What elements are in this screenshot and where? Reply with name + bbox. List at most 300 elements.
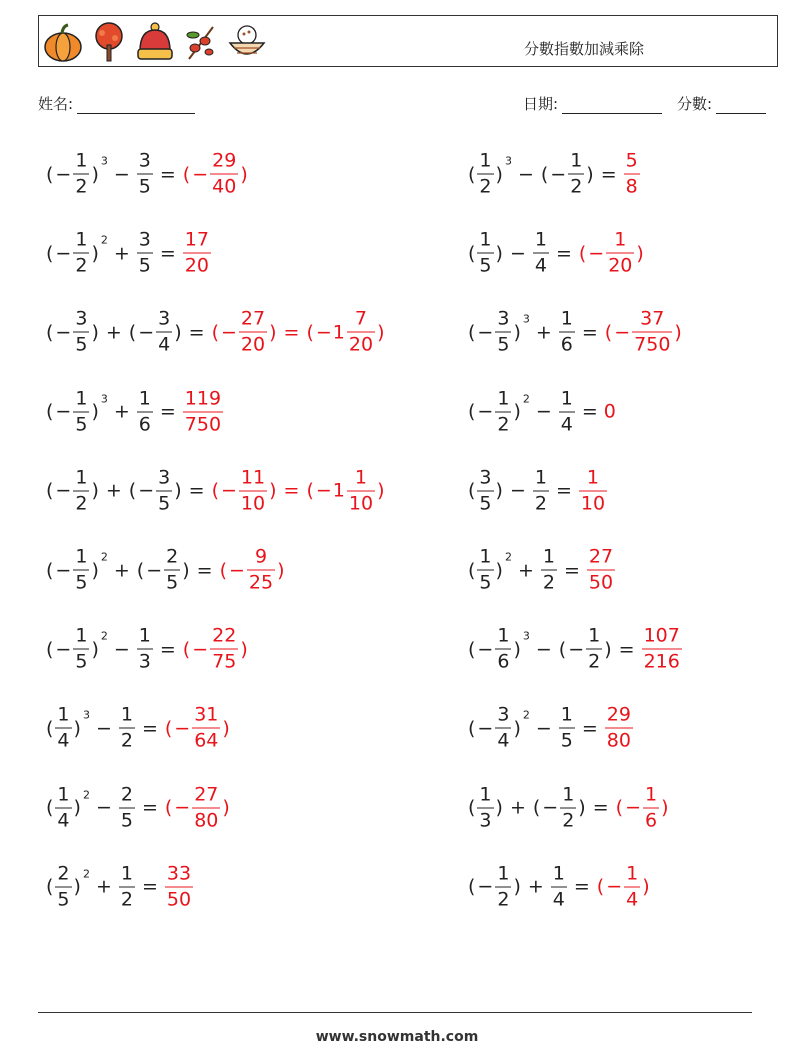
close-paren: ) (578, 796, 586, 819)
denominator: 2 (75, 175, 88, 198)
numerator: 1 (120, 703, 133, 726)
numerator: 119 (184, 387, 222, 410)
minus-sign: − (55, 638, 72, 661)
denominator: 5 (75, 333, 88, 356)
score-label: 分數: (677, 95, 713, 113)
numerator: 29 (212, 149, 237, 172)
fraction (119, 864, 135, 909)
open-paren: ( (128, 321, 137, 344)
score-blank[interactable] (716, 99, 766, 114)
fraction (551, 864, 567, 909)
denominator: 5 (138, 254, 151, 277)
denominator: 216 (643, 650, 680, 673)
pumpkin-icon (43, 21, 83, 63)
answer (164, 864, 194, 909)
close-paren: ) (182, 559, 190, 581)
operator: + (113, 242, 130, 265)
problem-item (467, 785, 670, 830)
close-paren: ) (495, 559, 503, 581)
close-paren: ) (674, 321, 682, 344)
numerator: 1 (75, 149, 88, 172)
close-paren: ) (495, 479, 503, 502)
denominator: 5 (479, 571, 492, 594)
exponent: 2 (522, 392, 530, 406)
denominator: 2 (542, 571, 555, 594)
numerator: 3 (158, 466, 171, 489)
minus-sign: − (477, 400, 494, 423)
denominator: 20 (608, 254, 633, 277)
denominator: 10 (348, 492, 374, 515)
denominator: 4 (534, 254, 547, 277)
denominator: 2 (497, 888, 510, 911)
close-paren: ) (277, 559, 285, 581)
numerator: 1 (75, 545, 88, 568)
fraction (137, 389, 153, 434)
answer (623, 149, 641, 198)
numerator: 2 (166, 545, 179, 568)
open-paren: ( (46, 242, 54, 265)
equals-sign: = (563, 559, 580, 581)
numerator: 27 (194, 783, 219, 806)
numerator: 2 (57, 862, 70, 885)
problem-item (45, 624, 249, 673)
fraction (55, 864, 71, 909)
close-paren: ) (586, 163, 594, 185)
close-paren: ) (174, 479, 182, 502)
fraction (495, 703, 511, 752)
denominator: 750 (634, 333, 671, 356)
open-paren: ( (46, 559, 54, 581)
fraction (239, 307, 267, 356)
denominator: 6 (560, 333, 573, 356)
denominator: 5 (75, 413, 88, 436)
operator: + (517, 559, 534, 581)
numerator: 1 (479, 545, 492, 568)
problem-item (467, 703, 634, 752)
answer (596, 864, 651, 909)
close-paren: ) (269, 321, 277, 344)
equals-sign: = (159, 638, 176, 661)
exponent: 2 (100, 629, 108, 643)
equals-sign: = (283, 479, 300, 502)
numerator: 1 (614, 228, 627, 251)
numerator: 1 (497, 862, 510, 885)
operator: + (95, 875, 112, 898)
denominator: 50 (588, 571, 614, 594)
operator: − (95, 717, 112, 740)
answer (578, 468, 608, 513)
numerator: 1 (57, 783, 70, 806)
minus-sign: − (220, 479, 237, 502)
fraction (156, 468, 172, 513)
fraction (643, 785, 659, 830)
close-paren: ) (661, 796, 669, 819)
denominator: 2 (120, 729, 133, 752)
numerator: 9 (254, 545, 268, 568)
open-paren: ( (136, 559, 145, 581)
numerator: 1 (586, 466, 600, 489)
denominator: 20 (240, 333, 266, 356)
problem-item (467, 149, 641, 198)
numerator: 3 (138, 228, 151, 251)
numerator: 1 (479, 783, 492, 806)
answer (586, 545, 616, 594)
fraction (477, 228, 493, 277)
close-paren: ) (604, 638, 612, 661)
name-blank[interactable] (77, 99, 195, 114)
problem-item (467, 468, 608, 513)
answer (182, 624, 249, 673)
numerator: 107 (643, 624, 680, 647)
bowl-icon (227, 21, 267, 63)
exponent: 3 (82, 708, 90, 722)
denominator: 20 (348, 333, 374, 356)
operator: − (535, 717, 552, 740)
operator: + (113, 559, 130, 581)
operator: + (105, 479, 122, 502)
numerator: 5 (625, 149, 638, 172)
denominator: 4 (57, 729, 70, 752)
numerator: 3 (75, 307, 88, 330)
numerator: 3 (497, 703, 510, 726)
close-paren: ) (91, 163, 99, 185)
denominator: 5 (138, 175, 151, 198)
fraction (73, 545, 89, 594)
denominator: 20 (184, 254, 209, 277)
numerator: 1 (644, 783, 658, 806)
open-paren: ( (182, 163, 191, 185)
fraction (73, 389, 89, 434)
date-label: 日期: (523, 95, 559, 113)
denominator: 2 (479, 175, 492, 198)
denominator: 5 (158, 492, 171, 515)
open-paren: ( (578, 242, 587, 265)
numerator: 3 (479, 466, 492, 489)
minus-sign: − (228, 559, 245, 581)
problem-item (467, 389, 616, 434)
open-paren: ( (468, 479, 476, 502)
operator: + (105, 321, 122, 344)
denominator: 4 (626, 888, 639, 911)
close-paren: ) (377, 479, 385, 502)
fraction (183, 389, 223, 434)
numerator: 1 (75, 228, 88, 251)
fraction (477, 149, 493, 198)
fraction (477, 545, 493, 594)
numerator: 1 (75, 387, 88, 410)
close-paren: ) (222, 717, 230, 740)
minus-sign: − (477, 717, 494, 740)
numerator: 2 (120, 783, 133, 806)
denominator: 64 (194, 729, 219, 752)
close-paren: ) (377, 321, 385, 344)
fraction (568, 149, 584, 198)
numerator: 1 (75, 624, 88, 647)
whole-number: 1 (332, 321, 345, 344)
numerator: 3 (497, 307, 510, 330)
fraction (533, 228, 549, 277)
denominator: 80 (606, 729, 631, 752)
exponent: 3 (522, 312, 530, 326)
problem-item (467, 624, 683, 673)
minus-sign: − (542, 796, 559, 819)
fraction (73, 307, 89, 356)
denominator: 2 (534, 492, 547, 515)
open-paren: ( (468, 559, 476, 581)
close-paren: ) (91, 559, 99, 581)
minus-sign: − (477, 638, 494, 661)
answer (211, 307, 386, 356)
minus-sign: − (146, 559, 163, 581)
problem-item (467, 228, 645, 277)
equals-sign: = (283, 321, 300, 344)
close-paren: ) (495, 242, 503, 265)
minus-sign: − (606, 875, 623, 898)
fraction (606, 228, 634, 277)
denominator: 2 (75, 492, 88, 515)
denominator: 2 (570, 175, 583, 198)
fraction (347, 468, 375, 513)
fraction (559, 389, 575, 434)
open-paren: ( (306, 321, 314, 344)
equals-sign: = (141, 796, 158, 819)
answer (219, 545, 286, 594)
footer-url: www.snowmath.com (315, 1029, 479, 1045)
numerator: 1 (560, 307, 573, 330)
equals-sign: = (581, 400, 598, 423)
denominator: 10 (240, 492, 266, 515)
fraction (137, 624, 153, 673)
open-paren: ( (468, 242, 476, 265)
fraction (495, 624, 511, 673)
close-paren: ) (91, 638, 99, 661)
numerator: 33 (166, 862, 192, 885)
numerator: 1 (479, 149, 492, 172)
problem-item (45, 228, 212, 277)
fraction (164, 545, 180, 594)
problem-item (45, 703, 231, 752)
minus-sign: − (55, 163, 72, 185)
minus-sign: − (138, 479, 155, 502)
operator: + (113, 400, 130, 423)
minus-sign: − (55, 400, 72, 423)
denominator: 5 (497, 333, 510, 356)
open-paren: ( (468, 875, 476, 898)
open-paren: ( (468, 717, 476, 740)
open-paren: ( (46, 638, 54, 661)
close-paren: ) (642, 875, 650, 898)
close-paren: ) (513, 400, 521, 423)
numerator: 1 (570, 149, 583, 172)
score-field (677, 93, 766, 114)
denominator: 4 (560, 413, 573, 436)
minus-sign: − (477, 875, 494, 898)
minus-sign: − (550, 163, 567, 185)
fraction (192, 785, 220, 830)
open-paren: ( (604, 321, 613, 344)
name-label: 姓名: (38, 95, 74, 113)
exponent: 2 (100, 233, 108, 247)
open-paren: ( (219, 559, 227, 581)
fraction (579, 468, 607, 513)
operator: − (113, 638, 130, 661)
denominator: 2 (75, 254, 88, 277)
numerator: 7 (354, 307, 368, 330)
problem-item (45, 307, 385, 356)
equals-sign: = (600, 163, 617, 185)
minus-sign: − (625, 796, 641, 819)
numerator: 1 (57, 703, 70, 726)
denominator: 40 (212, 175, 237, 198)
problem-item (45, 468, 385, 513)
name-field (38, 93, 195, 114)
numerator: 1 (497, 624, 510, 647)
equals-sign: = (581, 717, 598, 740)
open-paren: ( (596, 875, 605, 898)
problem-item (467, 864, 651, 909)
numerator: 1 (138, 387, 151, 410)
problem-item (45, 864, 194, 909)
operator: − (535, 400, 552, 423)
fraction (73, 228, 89, 277)
equals-sign: = (592, 796, 609, 819)
denominator: 5 (57, 888, 70, 911)
minus-sign: − (192, 163, 209, 185)
fraction (55, 703, 71, 752)
close-paren: ) (513, 638, 521, 661)
denominator: 6 (138, 413, 151, 436)
minus-sign: − (55, 321, 72, 344)
date-blank[interactable] (562, 99, 662, 114)
minus-sign: − (477, 321, 494, 344)
open-paren: ( (46, 796, 54, 819)
operator: + (527, 875, 544, 898)
open-paren: ( (182, 638, 191, 661)
denominator: 5 (75, 650, 88, 673)
close-paren: ) (240, 638, 248, 661)
minus-sign: − (315, 479, 332, 502)
close-paren: ) (73, 796, 81, 819)
close-paren: ) (513, 875, 521, 898)
numerator: 1 (626, 862, 639, 885)
exponent: 3 (504, 154, 512, 168)
close-paren: ) (91, 400, 99, 423)
fraction (239, 468, 267, 513)
operator: − (509, 242, 526, 265)
open-paren: ( (211, 321, 219, 344)
fraction (632, 307, 672, 356)
open-paren: ( (164, 717, 173, 740)
operator: − (95, 796, 112, 819)
denominator: 3 (138, 650, 151, 673)
operator: − (535, 638, 552, 661)
problem-item (45, 389, 224, 434)
numerator: 1 (138, 624, 151, 647)
open-paren: ( (540, 163, 549, 185)
header-box (38, 15, 778, 67)
denominator: 4 (552, 888, 565, 911)
denominator: 5 (166, 571, 179, 594)
denominator: 8 (625, 175, 638, 198)
numerator: 27 (588, 545, 614, 568)
minus-sign: − (55, 479, 72, 502)
whole-number: 1 (332, 479, 345, 502)
operator: − (509, 479, 526, 502)
numerator: 1 (354, 466, 368, 489)
exponent: 2 (522, 708, 530, 722)
exponent: 3 (522, 629, 530, 643)
exponent: 2 (82, 788, 90, 802)
denominator: 2 (562, 809, 575, 832)
denominator: 5 (560, 729, 573, 752)
numerator: 3 (158, 307, 171, 330)
exponent: 3 (100, 154, 108, 168)
answer (604, 307, 683, 356)
numerator: 1 (560, 387, 573, 410)
open-paren: ( (468, 321, 476, 344)
answer (182, 228, 212, 277)
numerator: 3 (138, 149, 151, 172)
fraction (210, 624, 238, 673)
close-paren: ) (91, 479, 99, 502)
close-paren: ) (495, 163, 503, 185)
open-paren: ( (46, 479, 54, 502)
fraction (624, 149, 640, 198)
equals-sign: = (555, 242, 572, 265)
number: 0 (603, 400, 616, 423)
close-paren: ) (73, 875, 81, 898)
fraction (586, 624, 602, 673)
numerator: 29 (606, 703, 631, 726)
close-paren: ) (636, 242, 644, 265)
fraction (55, 785, 71, 830)
exponent: 2 (100, 550, 108, 564)
minus-sign: − (174, 796, 191, 819)
open-paren: ( (532, 796, 541, 819)
open-paren: ( (46, 400, 54, 423)
minus-sign: − (55, 559, 72, 581)
open-paren: ( (468, 163, 476, 185)
denominator: 5 (120, 809, 133, 832)
answer (211, 468, 386, 513)
open-paren: ( (615, 796, 624, 819)
fraction (73, 624, 89, 673)
numerator: 1 (75, 466, 88, 489)
fraction (541, 545, 557, 594)
equals-sign: = (555, 479, 572, 502)
problem-item (467, 307, 683, 356)
open-paren: ( (468, 796, 476, 819)
minus-sign: − (138, 321, 155, 344)
fraction (73, 468, 89, 513)
equals-sign: = (159, 400, 176, 423)
numerator: 1 (120, 862, 133, 885)
fraction (642, 624, 682, 673)
autumn-tree-icon (89, 21, 129, 63)
exponent: 3 (100, 392, 108, 406)
rosehip-branch-icon (181, 21, 221, 63)
open-paren: ( (46, 717, 54, 740)
answer (604, 401, 616, 423)
close-paren: ) (174, 321, 182, 344)
numerator: 37 (640, 307, 665, 330)
fraction (559, 307, 575, 356)
close-paren: ) (240, 163, 248, 185)
denominator: 3 (479, 809, 492, 832)
denominator: 10 (580, 492, 606, 515)
fraction (559, 703, 575, 752)
minus-sign: − (315, 321, 332, 344)
